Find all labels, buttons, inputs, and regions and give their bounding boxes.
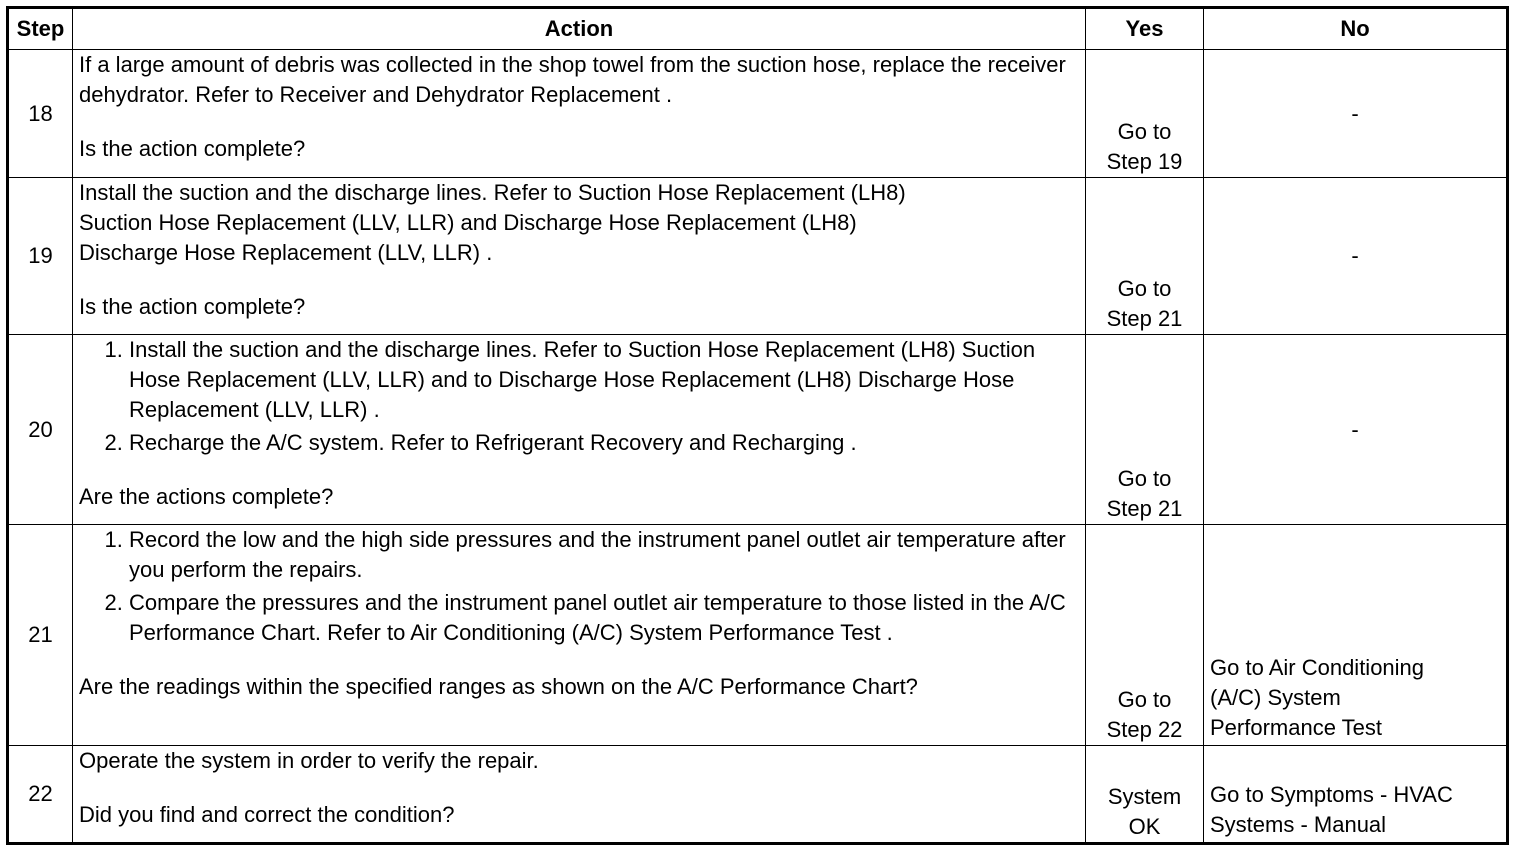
step-number: 19 [8, 178, 73, 335]
step-number: 22 [8, 746, 73, 844]
yes-result-line: Go to [1117, 466, 1172, 491]
yes-result-line: Go to [1117, 276, 1172, 301]
action-cell [73, 746, 1086, 844]
yes-result-line: Go to [1117, 687, 1172, 712]
no-result-line: Systems - Manual [1210, 812, 1387, 837]
sub-step-item: 1. Record the low and the high side pressures and the instrument panel outlet air temperature after you perform the repairs. [129, 525, 1079, 585]
question-text: Did you find and correct the condition? [79, 802, 455, 827]
yes-cell [1086, 525, 1204, 746]
no-cell [1204, 746, 1508, 844]
no-cell: - [1204, 178, 1508, 335]
header-step: Step [8, 8, 73, 50]
step-number: 18 [8, 50, 73, 178]
yes-cell [1086, 746, 1204, 844]
yes-result-line: Go to [1117, 119, 1172, 144]
question-text: Are the actions complete? [79, 484, 334, 509]
sub-step-item: 2. Recharge the A/C system. Refer to Refrigerant Recovery and Recharging . [129, 428, 1079, 458]
sub-step-item: 2. Compare the pressures and the instrument panel outlet air temperature to those listed in the A/C Performance Chart. Refer to Air Conditioning (A/C) System Performance Test . [129, 588, 1079, 648]
no-result-line: Performance Test [1210, 715, 1383, 740]
table-row [8, 746, 1508, 844]
question-text: Is the action complete? [79, 136, 306, 161]
action-cell [73, 50, 1086, 178]
yes-cell [1086, 335, 1204, 525]
yes-result-line: Step 22 [1106, 717, 1183, 742]
no-cell: - [1204, 50, 1508, 178]
no-result-line: Go to Symptoms - HVAC [1210, 782, 1453, 807]
header-yes: Yes [1086, 8, 1204, 50]
action-cell [73, 335, 1086, 525]
table-row [8, 178, 1508, 335]
header-no: No [1204, 8, 1508, 50]
question-text: Is the action complete? [79, 294, 306, 319]
table-row [8, 50, 1508, 178]
no-cell [1204, 525, 1508, 746]
sub-step-item: 1. Install the suction and the discharge lines. Refer to Suction Hose Replacement (LH8) Suction Hose Replacement (LLV, LLR) and to Discharge Hose Replacement (LH8) Discharge Hose Replacement (LLV, LLR) . [129, 335, 1079, 425]
no-cell: - [1204, 335, 1508, 525]
action-cell [73, 178, 1086, 335]
header-row [8, 8, 1508, 50]
yes-cell [1086, 178, 1204, 335]
yes-result-line: Step 21 [1106, 306, 1183, 331]
step-number: 21 [8, 525, 73, 746]
action-cell [73, 525, 1086, 746]
action-line: Suction Hose Replacement (LLV, LLR) and Discharge Hose Replacement (LH8) [79, 210, 857, 235]
action-line: Discharge Hose Replacement (LLV, LLR) . [79, 240, 493, 265]
table-row [8, 335, 1508, 525]
sub-step-list [79, 525, 1079, 648]
action-text: Operate the system in order to verify the repair. [79, 748, 539, 773]
yes-result-line: System [1107, 784, 1182, 809]
table-row [8, 525, 1508, 746]
yes-result-line: Step 19 [1106, 149, 1183, 174]
yes-cell [1086, 50, 1204, 178]
no-result-line: (A/C) System [1210, 685, 1341, 710]
step-number: 20 [8, 335, 73, 525]
yes-result-line: OK [1128, 814, 1161, 839]
action-text: If a large amount of debris was collected in the shop towel from the suction hose, replace the receiver dehydrator. Refer to Receiver and Dehydrator Replacement . [79, 52, 1066, 107]
question-text: Are the readings within the specified ranges as shown on the A/C Performance Chart? [79, 674, 918, 699]
sub-step-list [79, 335, 1079, 458]
action-line: Install the suction and the discharge lines. Refer to Suction Hose Replacement (LH8) [79, 180, 906, 205]
diagnostic-table [6, 6, 1509, 845]
no-result-line: Go to Air Conditioning [1210, 655, 1425, 680]
yes-result-line: Step 21 [1106, 496, 1183, 521]
header-action: Action [73, 8, 1086, 50]
